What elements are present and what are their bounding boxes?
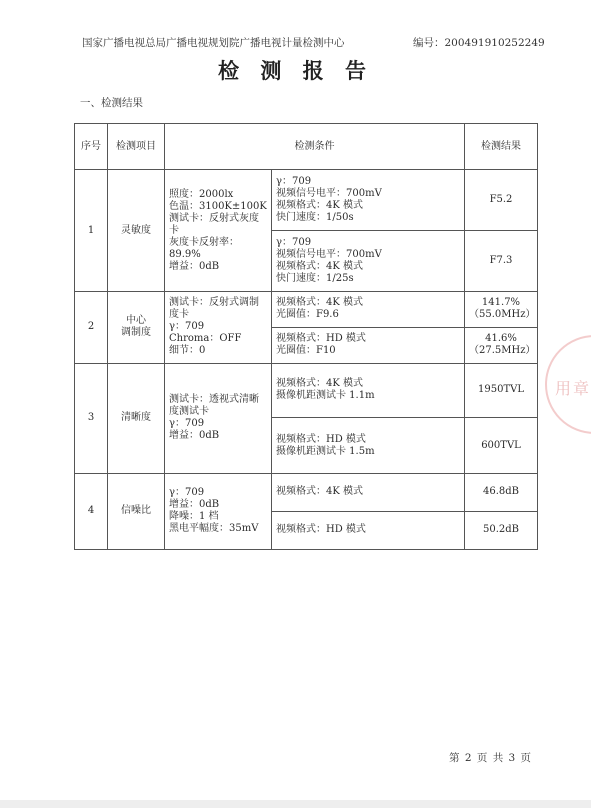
sub-conditions: γ：709 视频信号电平：700mV 视频格式：4K 模式 快门速度：1/50s — [272, 170, 465, 231]
row-index: 4 — [75, 473, 108, 549]
common-conditions: 测试卡：透视式清晰度测试卡 γ：709 增益：0dB — [165, 363, 272, 473]
table-row — [75, 473, 538, 511]
sub-conditions: 视频格式：HD 模式 光圈值：F10 — [272, 327, 465, 363]
table-header-row — [75, 124, 538, 170]
table-row — [75, 291, 538, 327]
table-row — [75, 170, 538, 231]
row-item: 信噪比 — [108, 473, 165, 549]
header-index: 序号 — [75, 124, 108, 170]
row-index: 1 — [75, 170, 108, 291]
results-table — [74, 123, 538, 550]
row-index: 3 — [75, 363, 108, 473]
result-value: 41.6% （27.5MHz） — [465, 327, 538, 363]
section-title: 一、检测结果 — [80, 97, 143, 109]
result-value: F5.2 — [465, 170, 538, 231]
table-row — [75, 363, 538, 418]
header-result: 检测结果 — [465, 124, 538, 170]
row-item: 灵敏度 — [108, 170, 165, 291]
row-item: 清晰度 — [108, 363, 165, 473]
report-number: 编号：200491910252249 — [413, 37, 545, 49]
common-conditions: 测试卡：反射式调制度卡 γ：709 Chroma：OFF 细节：0 — [165, 291, 272, 363]
organization-name: 国家广播电视总局广播电视规划院广播电视计量检测中心 — [82, 37, 345, 49]
common-conditions: 照度：2000lx 色温：3100K±100K 测试卡：反射式灰度卡 灰度卡反射率：89.9% 增益：0dB — [165, 170, 272, 291]
result-value: F7.3 — [465, 231, 538, 292]
sub-conditions: 视频格式：HD 模式 — [272, 511, 465, 549]
common-conditions: γ：709 增益：0dB 降噪：1 档 黑电平幅度：35mV — [165, 473, 272, 549]
report-title: 检 测 报 告 — [218, 58, 373, 83]
result-value: 50.2dB — [465, 511, 538, 549]
result-value: 46.8dB — [465, 473, 538, 511]
result-value: 1950TVL — [465, 363, 538, 418]
sub-conditions: 视频格式：HD 模式 摄像机距测试卡 1.5m — [272, 418, 465, 474]
sub-conditions: γ：709 视频信号电平：700mV 视频格式：4K 模式 快门速度：1/25s — [272, 231, 465, 292]
bottom-bar — [0, 800, 591, 808]
header-item: 检测项目 — [108, 124, 165, 170]
row-index: 2 — [75, 291, 108, 363]
row-item: 中心 调制度 — [108, 291, 165, 363]
sub-conditions: 视频格式：4K 模式 — [272, 473, 465, 511]
header-conditions: 检测条件 — [165, 124, 465, 170]
seal-text: 用章 — [555, 379, 591, 398]
result-value: 141.7% （55.0MHz） — [465, 291, 538, 327]
sub-conditions: 视频格式：4K 模式 摄像机距测试卡 1.1m — [272, 363, 465, 418]
page-footer: 第 2 页 共 3 页 — [449, 752, 533, 764]
result-value: 600TVL — [465, 418, 538, 474]
sub-conditions: 视频格式：4K 模式 光圈值：F9.6 — [272, 291, 465, 327]
